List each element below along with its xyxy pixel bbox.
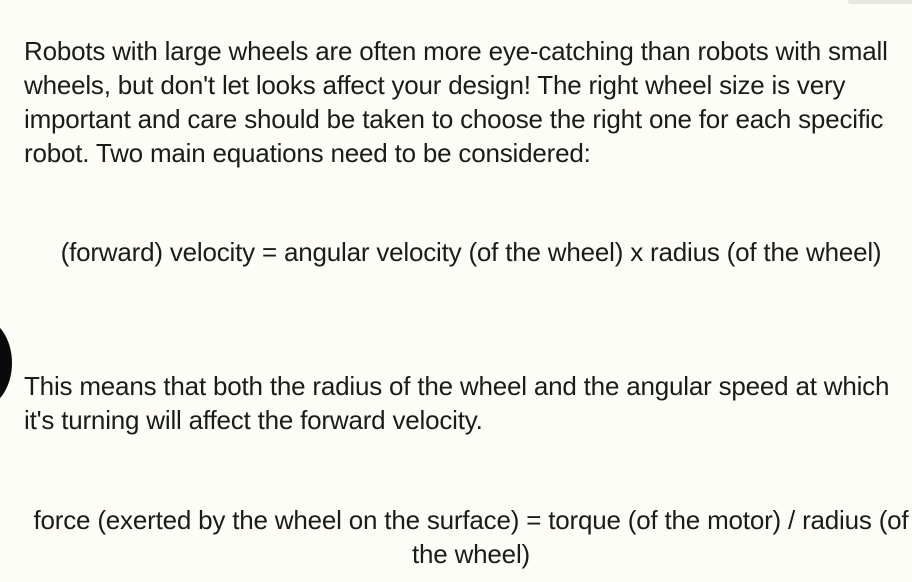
force-equation: force (exerted by the wheel on the surface) = torque (of the motor) / radius (of the wheel) [33, 505, 909, 569]
side-drawer-handle[interactable] [0, 318, 12, 408]
top-edge-indicator [848, 0, 912, 4]
intro-paragraph: Robots with large wheels are often more eye-catching than robots with small wheels, but don't let looks affect your design! The right wheel size is very important and care should be taken to choose the right one for each specific robot. Two main equations need to be considered: [24, 36, 888, 168]
meaning-paragraph: This means that both the radius of the wheel and the angular speed at which it's turning will affect the forward velocity. [24, 371, 890, 435]
velocity-equation: (forward) velocity = angular velocity (of the wheel) x radius (of the wheel) [60, 237, 882, 267]
